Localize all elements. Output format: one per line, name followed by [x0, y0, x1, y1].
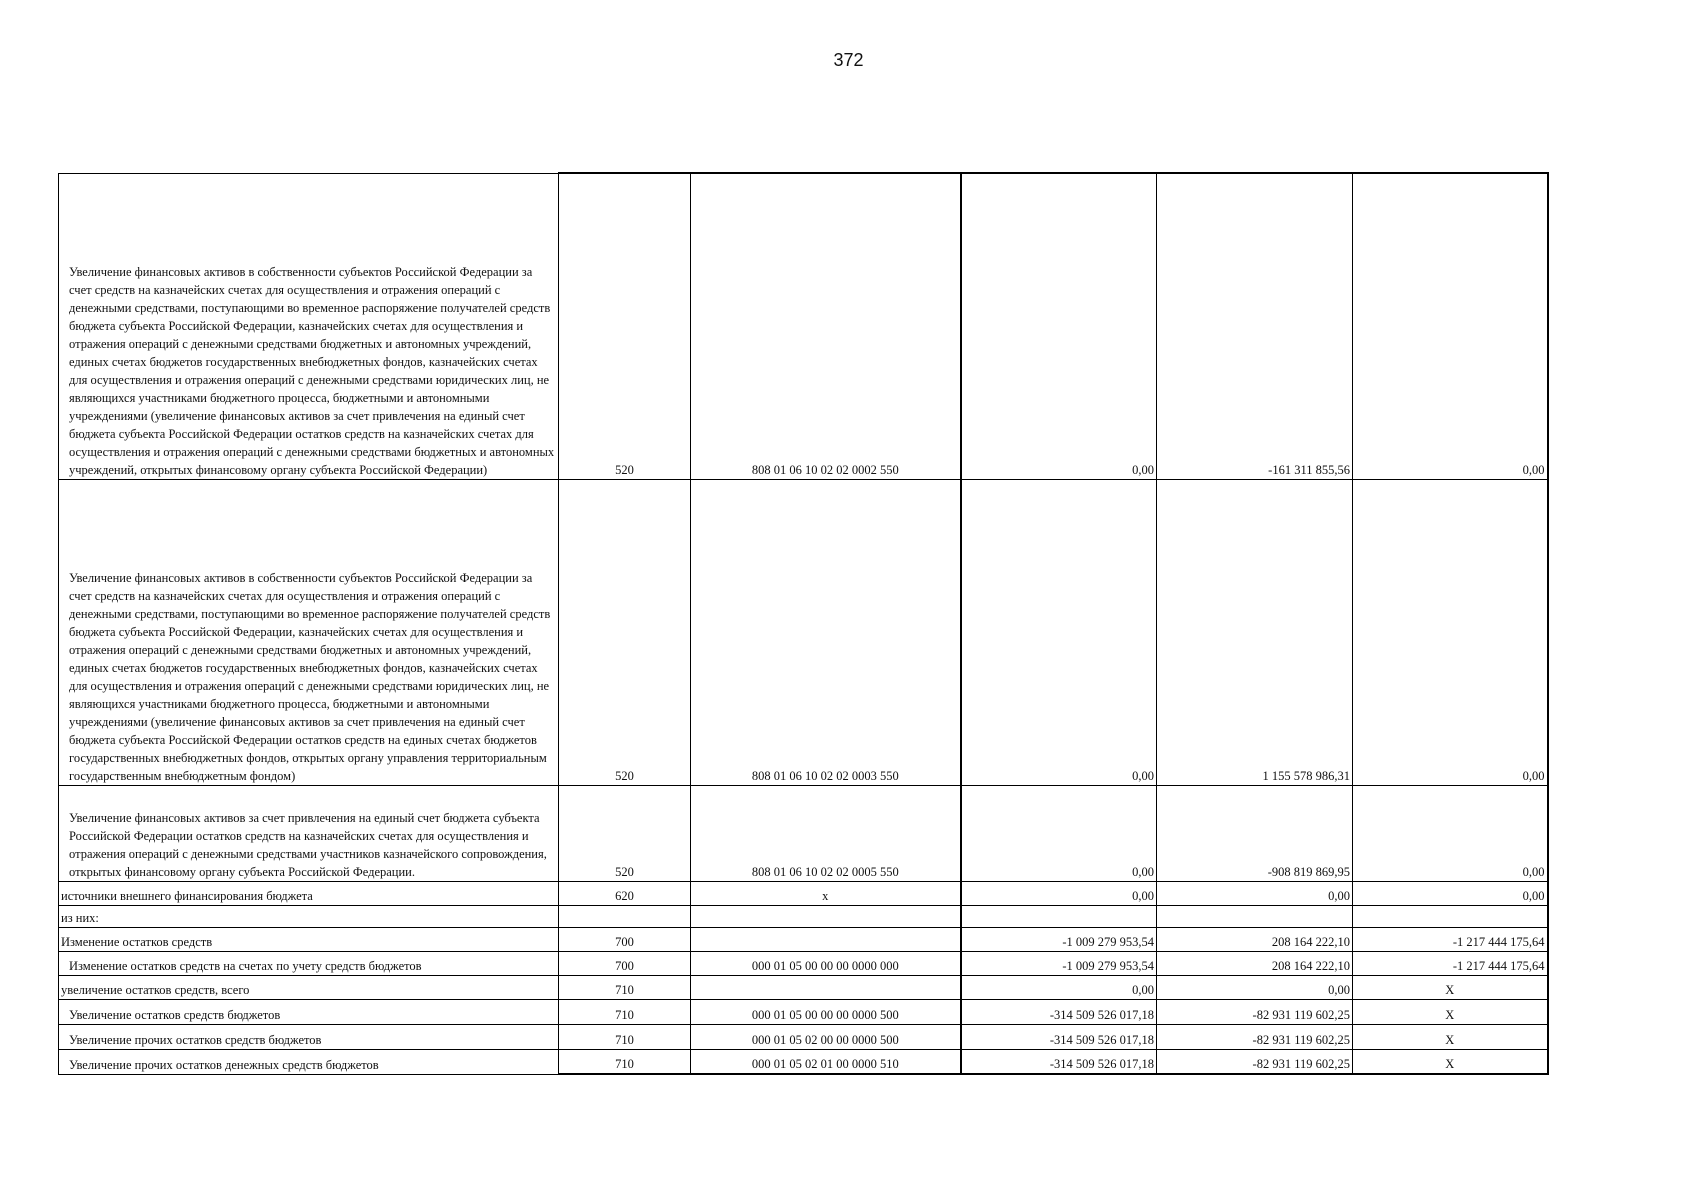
row-value-1: -314 509 526 017,18	[961, 1049, 1157, 1074]
row-code: 700	[559, 951, 691, 975]
row-value-3: -1 217 444 175,64	[1353, 951, 1548, 975]
row-value-3: 0,00	[1353, 173, 1548, 479]
row-value-2: 0,00	[1157, 881, 1353, 905]
row-code: 520	[559, 785, 691, 881]
table-row	[59, 881, 1548, 905]
row-name: источники внешнего финансирования бюджета	[59, 881, 559, 905]
row-kbk: 000 01 05 02 01 00 0000 510	[691, 1049, 961, 1074]
row-kbk	[691, 905, 961, 927]
row-kbk: 808 01 06 10 02 02 0005 550	[691, 785, 961, 881]
row-kbk	[691, 975, 961, 999]
row-name: увеличение остатков средств, всего	[59, 975, 559, 999]
row-value-2: -82 931 119 602,25	[1157, 1024, 1353, 1049]
row-value-2	[1157, 905, 1353, 927]
table-row	[59, 479, 1548, 785]
row-value-1: 0,00	[961, 173, 1157, 479]
row-code: 710	[559, 999, 691, 1024]
row-kbk	[691, 927, 961, 951]
row-name: Изменение остатков средств	[59, 927, 559, 951]
row-name: из них:	[59, 905, 559, 927]
table-row	[59, 173, 1548, 479]
row-value-1: -1 009 279 953,54	[961, 927, 1157, 951]
row-value-3: -1 217 444 175,64	[1353, 927, 1548, 951]
page-number: 372	[833, 50, 864, 70]
row-kbk: 000 01 05 00 00 00 0000 500	[691, 999, 961, 1024]
row-value-3: 0,00	[1353, 479, 1548, 785]
row-kbk: 808 01 06 10 02 02 0002 550	[691, 173, 961, 479]
row-value-2: -82 931 119 602,25	[1157, 999, 1353, 1024]
row-code: 520	[559, 479, 691, 785]
row-name: Изменение остатков средств на счетах по учету средств бюджетов	[59, 951, 559, 975]
row-value-2: 208 164 222,10	[1157, 927, 1353, 951]
row-code: 710	[559, 1024, 691, 1049]
row-value-2: 1 155 578 986,31	[1157, 479, 1353, 785]
row-kbk: 808 01 06 10 02 02 0003 550	[691, 479, 961, 785]
row-value-1: 0,00	[961, 881, 1157, 905]
row-value-2: -908 819 869,95	[1157, 785, 1353, 881]
row-code: 710	[559, 1049, 691, 1074]
row-value-2: 0,00	[1157, 975, 1353, 999]
row-name: Увеличение финансовых активов за счет привлечения на единый счет бюджета субъекта Российской Федерации остатков средств на казначейских счетах для осуществления и отражения операций с денежными средствами участников казначейского сопровождения, открытых финансовому органу субъекта Российской Федерации.	[59, 785, 559, 881]
row-code: 710	[559, 975, 691, 999]
row-value-1: -314 509 526 017,18	[961, 999, 1157, 1024]
row-value-2: 208 164 222,10	[1157, 951, 1353, 975]
row-value-1: -1 009 279 953,54	[961, 951, 1157, 975]
budget-sources-table	[58, 172, 1549, 1075]
row-value-3: X	[1353, 1049, 1548, 1074]
row-value-1: 0,00	[961, 479, 1157, 785]
row-name: Увеличение прочих остатков денежных средств бюджетов	[59, 1049, 559, 1074]
row-value-3: 0,00	[1353, 785, 1548, 881]
row-kbk: x	[691, 881, 961, 905]
row-code: 520	[559, 173, 691, 479]
row-value-2: -82 931 119 602,25	[1157, 1049, 1353, 1074]
row-code	[559, 905, 691, 927]
row-name: Увеличение финансовых активов в собственности субъектов Российской Федерации за счет средств на казначейских счетах для осуществления и отражения операций с денежными средствами, поступающими во временное распоряжение получателей средств бюджета субъекта Российской Федерации, казначейских счетах для осуществления и отражения операций с денежными средствами бюджетных и автономных учреждений, единых счетах бюджетов государственных внебюджетных фондов, казначейских счетах для осуществления и отражения операций с денежными средствами юридических лиц, не являющихся участниками бюджетного процесса, бюджетными и автономными учреждениями (увеличение финансовых активов за счет привлечения на единый счет бюджета субъекта Российской Федерации остатков средств на единых счетах бюджетов государственных внебюджетных фондов, открытых органу управления территориальным государственным внебюджетным фондом)	[59, 479, 559, 785]
row-value-1: 0,00	[961, 975, 1157, 999]
table-row	[59, 1024, 1548, 1049]
row-value-3: X	[1353, 1024, 1548, 1049]
row-value-1: -314 509 526 017,18	[961, 1024, 1157, 1049]
table-row	[59, 999, 1548, 1024]
row-value-1	[961, 905, 1157, 927]
table-row	[59, 951, 1548, 975]
row-value-3	[1353, 905, 1548, 927]
row-code: 700	[559, 927, 691, 951]
row-code: 620	[559, 881, 691, 905]
table-row	[59, 905, 1548, 927]
row-kbk: 000 01 05 00 00 00 0000 000	[691, 951, 961, 975]
row-kbk: 000 01 05 02 00 00 0000 500	[691, 1024, 961, 1049]
row-name: Увеличение остатков средств бюджетов	[59, 999, 559, 1024]
table-row	[59, 785, 1548, 881]
row-value-3: X	[1353, 975, 1548, 999]
row-value-3: 0,00	[1353, 881, 1548, 905]
row-name: Увеличение прочих остатков средств бюджетов	[59, 1024, 559, 1049]
table-row	[59, 1049, 1548, 1074]
row-value-2: -161 311 855,56	[1157, 173, 1353, 479]
table-row	[59, 975, 1548, 999]
row-value-1: 0,00	[961, 785, 1157, 881]
table-row	[59, 927, 1548, 951]
row-value-3: X	[1353, 999, 1548, 1024]
row-name: Увеличение финансовых активов в собственности субъектов Российской Федерации за счет средств на казначейских счетах для осуществления и отражения операций с денежными средствами, поступающими во временное распоряжение получателей средств бюджета субъекта Российской Федерации, казначейских счетах для осуществления и отражения операций с денежными средствами бюджетных и автономных учреждений, единых счетах бюджетов государственных внебюджетных фондов, казначейских счетах для осуществления и отражения операций с денежными средствами юридических лиц, не являющихся участниками бюджетного процесса, бюджетными и автономными учреждениями (увеличение финансовых активов за счет привлечения на единый счет бюджета субъекта Российской Федерации остатков средств на казначейских счетах для осуществления и отражения операций с денежными средствами бюджетных и автономных учреждений, открытых финансовому органу субъекта Российской Федерации)	[59, 173, 559, 479]
